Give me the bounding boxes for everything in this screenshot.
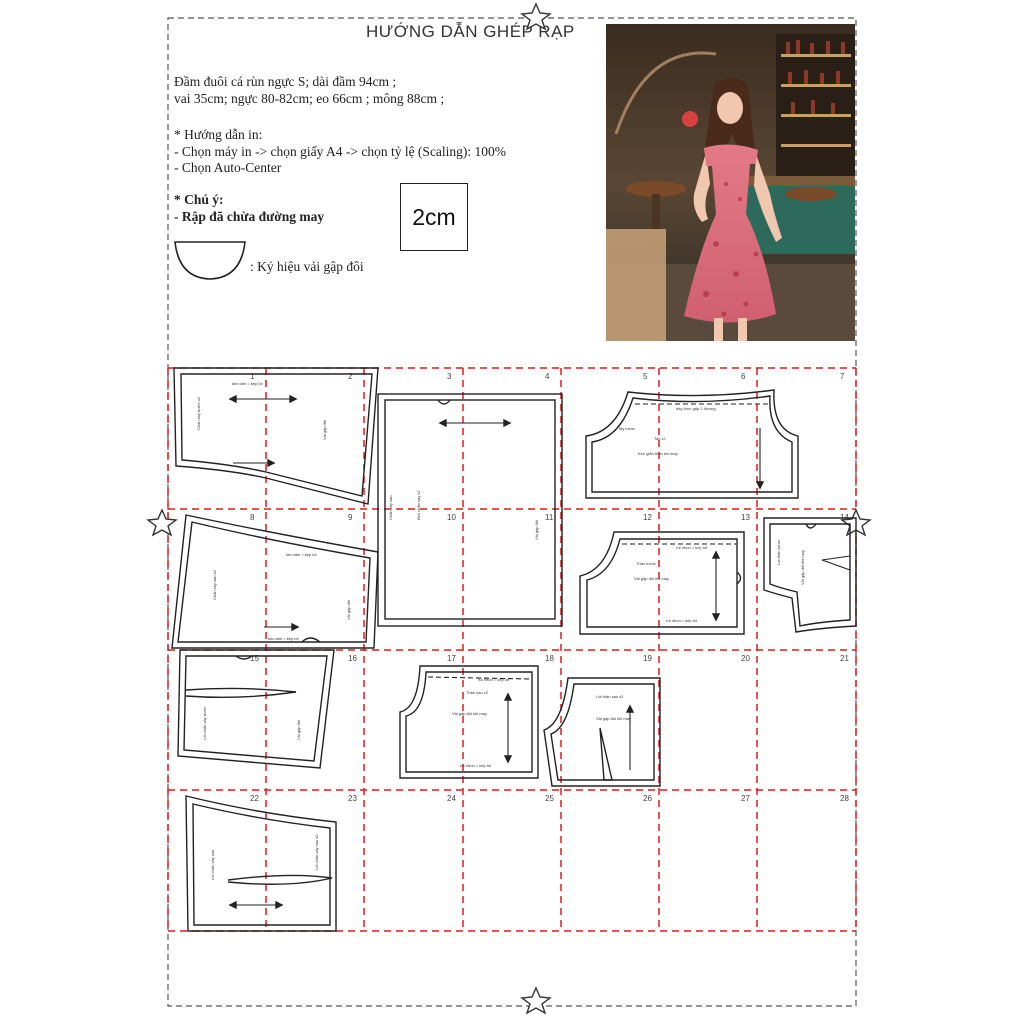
size-info-line1: Đầm đuôi cá rùn ngực S; dài đầm 94cm ; xyxy=(174,74,397,89)
svg-text:Vải gập đôi: Vải gập đôi xyxy=(534,519,539,540)
print-heading: * Hướng dẫn in: xyxy=(174,127,263,142)
svg-text:rút nhún = kép lót: rút nhún = kép lót xyxy=(676,545,708,550)
tile-number: 3 xyxy=(447,372,452,381)
size-info-line2: vai 35cm; ngực 80-82cm; eo 66cm ; mông 88cm ; xyxy=(174,91,445,106)
svg-text:kéo tấm = kép lót: kéo tấm = kép lót xyxy=(232,381,263,386)
tile-number: 12 xyxy=(643,513,652,522)
tile-number: 5 xyxy=(643,372,648,381)
tile-number: 11 xyxy=(545,513,554,522)
tile-number: 23 xyxy=(348,794,357,803)
svg-text:kéo tấm = kép lót: kéo tấm = kép lót xyxy=(268,636,299,641)
tile-number: 4 xyxy=(545,372,550,381)
svg-text:Vải gập đôi khi may: Vải gập đôi khi may xyxy=(596,716,631,721)
tile-number: 27 xyxy=(741,794,750,803)
svg-text:Chân váy sau x2: Chân váy sau x2 xyxy=(212,570,217,600)
svg-text:Tay trước: Tay trước xyxy=(618,426,636,431)
tile-number: 10 xyxy=(447,513,456,522)
pattern-piece-bodice-front xyxy=(580,532,744,634)
pattern-piece-bodice-back xyxy=(400,666,538,778)
svg-text:Vải gập đôi khi may: Vải gập đôi khi may xyxy=(452,711,487,716)
tile-number: 26 xyxy=(643,794,652,803)
pattern-piece-skirt-front xyxy=(174,368,378,504)
svg-text:Vải gập đôi: Vải gập đôi xyxy=(296,719,301,740)
tile-number: 21 xyxy=(840,654,849,663)
svg-text:Lót thân trước: Lót thân trước xyxy=(776,539,781,565)
svg-text:rút nhún = kép lót: rút nhún = kép lót xyxy=(666,618,698,623)
tile-number: 15 xyxy=(250,654,259,663)
svg-text:Chân váy sau: Chân váy sau xyxy=(388,495,393,520)
tile-number: 7 xyxy=(840,372,845,381)
pattern-piece-skirt-lower xyxy=(172,515,378,648)
svg-text:Tay x2: Tay x2 xyxy=(654,436,666,441)
tile-number: 8 xyxy=(250,513,255,522)
tile-number: 9 xyxy=(348,513,353,522)
svg-text:Lót chân váy trước: Lót chân váy trước xyxy=(202,706,207,740)
svg-text:Vải gập đôi khi may: Vải gập đôi khi may xyxy=(634,576,669,581)
pattern-piece-skirt-back xyxy=(378,394,562,626)
tile-number: 24 xyxy=(447,794,456,803)
svg-text:Kéo giãn thun khi may: Kéo giãn thun khi may xyxy=(638,451,678,456)
svg-text:Thân trước: Thân trước xyxy=(636,561,656,566)
svg-text:Vải gập đôi: Vải gập đôi xyxy=(346,599,351,620)
tile-number: 14 xyxy=(840,513,849,522)
svg-text:dây thun gấp 2 đường: dây thun gấp 2 đường xyxy=(676,406,716,411)
tile-number: 18 xyxy=(545,654,554,663)
fold-symbol-label: : Ký hiệu vải gập đôi xyxy=(250,259,364,274)
star-icon xyxy=(522,4,550,29)
svg-text:Lót chân váy sau: Lót chân váy sau xyxy=(210,849,215,880)
svg-text:Vải gập đôi: Vải gập đôi xyxy=(322,419,327,440)
page-title: HƯỚNG DẪN GHÉP RẠP xyxy=(366,22,575,41)
tile-number: 20 xyxy=(741,654,750,663)
svg-text:Thân sau x2: Thân sau x2 xyxy=(466,690,489,695)
tile-number: 13 xyxy=(741,513,750,522)
tile-number: 6 xyxy=(741,372,746,381)
pattern-piece-lining-front xyxy=(764,518,856,632)
note-heading: * Chú ý: xyxy=(174,192,224,207)
tile-number: 22 xyxy=(250,794,259,803)
print-step-2: - Chọn Auto-Center xyxy=(174,160,282,175)
tile-number: 28 xyxy=(840,794,849,803)
tile-number: 1 xyxy=(250,372,255,381)
star-icon xyxy=(148,510,176,535)
tile-number: 2 xyxy=(348,372,353,381)
note-text: - Rập đã chừa đường may xyxy=(174,209,325,224)
tile-number: 16 xyxy=(348,654,357,663)
svg-text:Lót chân váy sau x2: Lót chân váy sau x2 xyxy=(314,834,319,870)
svg-text:rút nhún = kép lót: rút nhún = kép lót xyxy=(478,677,510,682)
svg-text:kéo tấm = kép lót: kéo tấm = kép lót xyxy=(286,552,317,557)
star-icon xyxy=(522,988,550,1013)
tile-number: 25 xyxy=(545,794,554,803)
print-step-1: - Chọn máy in -> chọn giấy A4 -> chọn tỷ lệ (Scaling): 100% xyxy=(174,144,507,159)
scale-check-box: 2cm xyxy=(400,183,468,251)
tile-number: 19 xyxy=(643,654,652,663)
svg-text:Bèo chân váy x2: Bèo chân váy x2 xyxy=(416,490,421,520)
svg-text:Vải gập đôi khi may: Vải gập đôi khi may xyxy=(800,550,805,585)
svg-text:rút nhún = kép lót: rút nhún = kép lót xyxy=(460,763,492,768)
svg-text:Lót thân sau x2: Lót thân sau x2 xyxy=(596,694,624,699)
svg-text:Chân váy trước x2: Chân váy trước x2 xyxy=(196,396,201,430)
tile-number: 17 xyxy=(447,654,456,663)
